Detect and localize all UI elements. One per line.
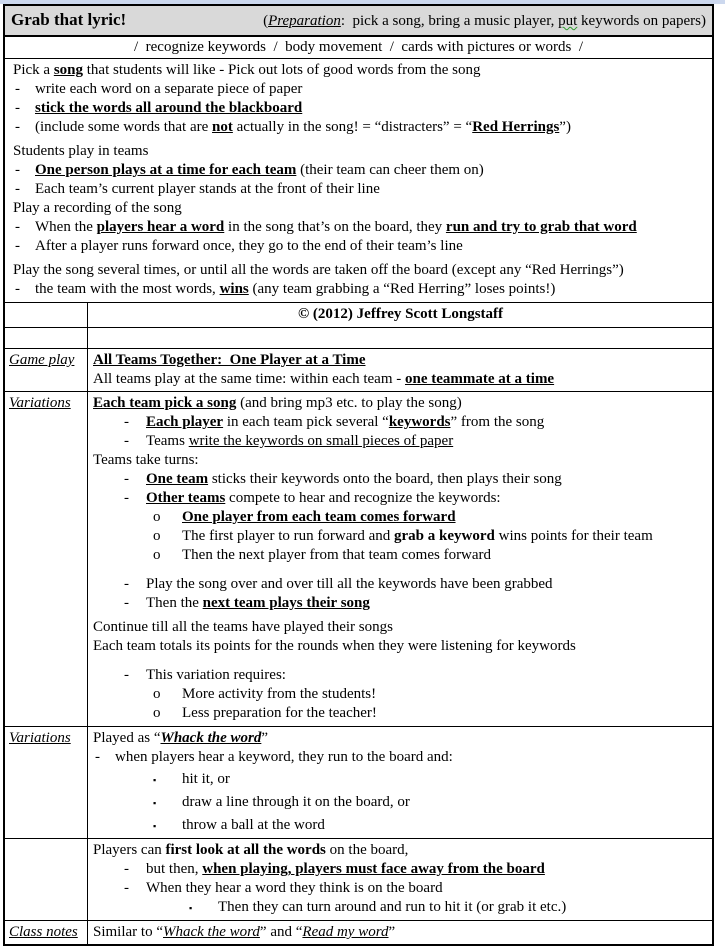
classnotes-row [5,921,712,944]
list-item [13,180,704,199]
variations1-cell [88,392,712,726]
list-item [93,685,708,704]
text-line [93,451,708,470]
dash-bullet: - [15,162,20,178]
line-text: When the players hear a word in the song that’s on the board, they run and try to grab that word [35,219,637,235]
line-text: All Teams Together: One Player at a Time [93,352,366,368]
line-text: Each team pick a song (and bring mp3 etc. to play the song) [93,395,462,411]
row-label-cell [5,921,88,944]
line-text: stick the words all around the blackboard [35,100,303,116]
dash-bullet: - [15,100,20,116]
dash-bullet: - [124,576,129,592]
line-text: More activity from the students! [182,686,377,702]
line-text: Pick a song that students will like - Pick out lots of good words from the song [13,62,481,78]
line-text: Play the song over and over till all the keywords have been grabbed [146,576,553,592]
variations1-row [5,392,712,727]
dash-bullet: - [15,219,20,235]
spacer-cell [88,328,712,348]
skills-row [5,37,712,59]
list-item [93,432,708,451]
text-line [13,61,704,80]
line-text: the team with the most words, wins (any team grabbing a “Red Herring” loses points!) [35,281,556,297]
preparation-note [263,11,706,31]
list-item [13,118,704,137]
row-label-cell [5,392,88,726]
text-line [13,142,704,161]
list-item [93,594,708,613]
line-text: Continue till all the teams have played their songs [93,619,393,635]
text-line [93,637,708,656]
list-item [13,161,704,180]
row-label-variations1: Variations [9,395,71,411]
list-item [13,280,704,299]
circle-bullet: o [153,547,161,563]
dash-bullet: - [124,667,129,683]
dash-bullet: - [124,490,129,506]
list-item [93,793,708,813]
gameplay-cell [88,349,712,391]
line-text: Then the next player from that team comes forward [182,547,492,563]
line-text: write each word on a separate piece of paper [35,81,303,97]
line-text: One person plays at a time for each team (their team can cheer them on) [35,162,484,178]
line-text: but then, when playing, players must face away from the board [146,861,545,877]
classnotes-cell [88,921,712,944]
line-text: The first player to run forward and grab a keyword wins points for their team [182,528,653,544]
text-line [13,199,704,218]
line-text: draw a line through it on the board, or [182,794,410,810]
preparation-text [263,11,706,31]
line-text: All teams play at the same time: within each team - one teammate at a time [93,371,555,387]
list-item [93,575,708,594]
list-item [93,748,708,767]
line-text: Other teams compete to hear and recognize the keywords: [146,490,501,506]
intro-cell [5,59,712,303]
list-item [93,546,708,565]
line-text: One team sticks their keywords onto the board, then plays their song [146,471,562,487]
list-item [93,470,708,489]
row-label-cell [5,349,88,391]
list-item [93,898,708,918]
line-text: Each team’s current player stands at the front of their line [35,181,380,197]
line-text: hit it, or [182,771,230,787]
line-text: After a player runs forward once, they go to the end of their team’s line [35,238,463,254]
dash-bullet: - [124,595,129,611]
line-text: © (2012) Jeffrey Scott Longstaff [297,306,504,322]
text-line [93,729,708,748]
line-text: (Preparation: pick a song, bring a music player, put keywords on papers) [263,13,706,29]
text-line [13,261,704,280]
text-line [93,923,708,942]
variations2-row [5,727,712,839]
list-item [93,770,708,790]
list-item [93,413,708,432]
list-item [93,860,708,879]
list-item [93,508,708,527]
circle-bullet: o [153,509,161,525]
list-item [93,816,708,836]
document-title: Grab that lyric! [11,10,127,29]
text-line [93,351,708,370]
line-text: Students play in teams [13,143,149,159]
line-text: Less preparation for the teacher! [182,705,377,721]
square-bullet: ▪ [189,903,193,913]
circle-bullet: o [153,528,161,544]
variations2-cell [88,727,712,838]
dash-bullet: - [15,81,20,97]
line-text: / recognize keywords / body movement / cards with pictures or words / [133,39,584,55]
square-bullet: ▪ [153,798,157,808]
players-cell [88,839,712,920]
copyright-text [93,305,708,324]
copyright-cell [88,303,712,327]
list-item [13,237,704,256]
line-text: Similar to “Whack the word” and “Read my word” [93,924,396,940]
text-line [93,618,708,637]
line-text: One player from each team comes forward [182,509,456,525]
line-text: Each player in each team pick several “keywords” from the song [146,414,545,430]
header-row [5,6,712,37]
players-row [5,839,712,921]
skills-text [9,38,708,57]
dash-bullet: - [124,880,129,896]
line-text: Then they can turn around and run to hit it (or grab it etc.) [218,899,567,915]
dash-bullet: - [15,119,20,135]
list-item [93,879,708,898]
line-text: Played as “Whack the word” [93,730,269,746]
list-item [93,704,708,723]
text-line [93,370,708,389]
row-label-variations2: Variations [9,730,71,746]
line-text: throw a ball at the word [182,817,325,833]
line-text: when players hear a keyword, they run to the board and: [115,749,453,765]
circle-bullet: o [153,686,161,702]
row-label-classnotes: Class notes [9,924,78,940]
text-line [93,841,708,860]
line-text: When they hear a word they think is on the board [146,880,443,896]
dash-bullet: - [124,433,129,449]
line-text: (include some words that are not actually in the song! = “distracters” = “Red Herrings”) [35,119,571,135]
dash-bullet: - [124,861,129,877]
line-text: This variation requires: [146,667,286,683]
line-text: Play the song several times, or until all the words are taken off the board (except any “Red Herrings”) [13,262,624,278]
line-text: Teams take turns: [93,452,199,468]
document-table [3,4,714,946]
line-text: Teams write the keywords on small pieces of paper [146,433,454,449]
dash-bullet: - [95,749,100,765]
row-label-cell [5,839,88,920]
line-text: Players can first look at all the words on the board, [93,842,409,858]
dash-bullet: - [15,238,20,254]
circle-bullet: o [153,705,161,721]
line-text: Then the next team plays their song [146,595,370,611]
list-item [13,218,704,237]
list-item [13,80,704,99]
line-text: Play a recording of the song [13,200,182,216]
dash-bullet: - [15,281,20,297]
square-bullet: ▪ [153,775,157,785]
row-label-cell [5,328,88,348]
row-label-cell [5,303,88,327]
list-item [93,489,708,508]
row-label-gameplay: Game play [9,352,75,368]
line-text: Each team totals its points for the rounds when they were listening for keywords [93,638,576,654]
dash-bullet: - [124,471,129,487]
text-line [93,394,708,413]
copyright-row [5,303,712,328]
list-item [93,527,708,546]
spacer-row [5,328,712,349]
dash-bullet: - [15,181,20,197]
dash-bullet: - [124,414,129,430]
row-label-cell [5,727,88,838]
square-bullet: ▪ [153,821,157,831]
gameplay-row [5,349,712,392]
list-item [93,666,708,685]
list-item [13,99,704,118]
